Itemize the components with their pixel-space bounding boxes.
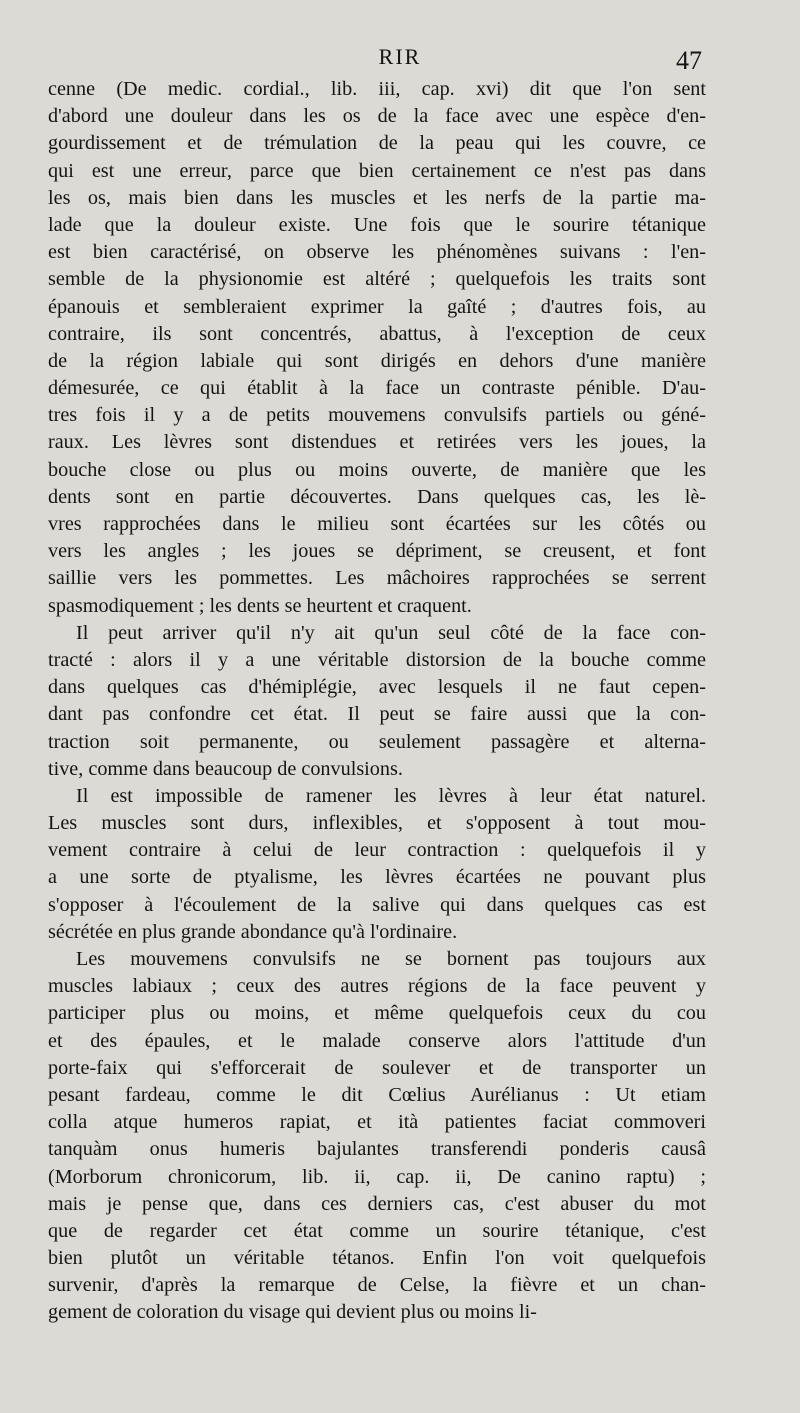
text-line: traction soit permanente, ou seulement passagère et alterna-	[48, 730, 706, 753]
text-line: gement de coloration du visage qui devient plus ou moins li-	[48, 1301, 537, 1324]
text-line: participer plus ou moins, et même quelquefois ceux du cou	[48, 1002, 706, 1025]
text-line: Il peut arriver qu'il n'y ait qu'un seul côté de la face con-	[76, 621, 706, 644]
text-line: bien plutôt un véritable tétanos. Enfin l'on voit quelquefois	[48, 1247, 706, 1270]
text-line: vres rapprochées dans le milieu sont écartées sur les côtés ou	[48, 513, 706, 535]
text-line: bouche close ou plus ou moins ouverte, de manière que les	[48, 458, 706, 481]
text-line: saillie vers les pommettes. Les mâchoires rapprochées se serrent	[48, 567, 706, 590]
text-line: lade que la douleur existe. Une fois que le sourire tétanique	[48, 213, 706, 236]
text-line: démesurée, ce qui établit à la face un contraste pénible. D'au-	[48, 377, 706, 400]
paragraph	[48, 783, 706, 946]
running-title: RIR	[378, 44, 422, 69]
text-line: Il est impossible de ramener les lèvres à leur état naturel.	[76, 784, 706, 807]
text-line: tracté : alors il y a une véritable distorsion de la bouche comme	[48, 648, 706, 671]
text-line: Les mouvemens convulsifs ne se bornent pas toujours aux	[76, 948, 706, 970]
text-line: et des épaules, et le malade conserve alors l'attitude d'un	[48, 1029, 706, 1052]
text-line: s'opposer à l'écoulement de la salive qui dans quelques cas est	[48, 893, 706, 916]
text-line: épanouis et sembleraient exprimer la gaîté ; d'autres fois, au	[48, 295, 706, 318]
text-line: tres fois il y a de petits mouvemens convulsifs partiels ou géné-	[48, 404, 706, 427]
text-line: survenir, d'après la remarque de Celse, la fièvre et un chan-	[48, 1274, 706, 1297]
text-line: dents sont en partie découvertes. Dans quelques cas, les lè-	[48, 485, 706, 508]
text-line: semble de la physionomie est altéré ; quelquefois les traits sont	[48, 268, 706, 291]
text-line: de la région labiale qui sont dirigés en dehors d'une manière	[48, 349, 706, 372]
text-line: sécrétée en plus grande abondance qu'à l'ordinaire.	[48, 920, 458, 943]
text-line: raux. Les lèvres sont distendues et retirées vers les joues, la	[48, 431, 706, 454]
text-line: spasmodiquement ; les dents se heurtent et craquent.	[48, 594, 472, 617]
page-number: 47	[676, 46, 702, 75]
text-line: contraire, ils sont concentrés, abattus, à l'exception de ceux	[48, 322, 706, 345]
text-line: tanquàm onus humeris bajulantes transferendi ponderis causâ	[48, 1138, 706, 1161]
text-line: Les muscles sont durs, inflexibles, et s'opposent à tout mou-	[48, 812, 706, 835]
text-line: les os, mais bien dans les muscles et les nerfs de la partie ma-	[48, 186, 706, 209]
paragraph	[48, 946, 706, 1327]
text-line: dant pas confondre cet état. Il peut se faire aussi que la con-	[48, 703, 706, 726]
text-line: pesant fardeau, comme le dit Cœlius Aurélianus : Ut etiam	[48, 1083, 706, 1106]
text-line: (Morborum chronicorum, lib. ii, cap. ii, De canino raptu) ;	[48, 1165, 706, 1188]
text-line: vers les angles ; les joues se dépriment, se creusent, et font	[48, 540, 706, 563]
text-line: colla atque humeros rapiat, et ità patientes faciat commoveri	[48, 1111, 706, 1134]
text-line: est bien caractérisé, on observe les phénomènes suivans : l'en-	[48, 241, 706, 264]
text-line: qui est une erreur, parce que bien certainement ce n'est pas dans	[48, 159, 706, 182]
body-text	[48, 76, 706, 1327]
text-line: d'abord une douleur dans les os de la face avec une espèce d'en-	[48, 105, 706, 128]
paragraph	[48, 620, 706, 783]
text-line: que de regarder cet état comme un sourire tétanique, c'est	[48, 1219, 706, 1242]
paragraph	[48, 76, 706, 620]
text-line: vement contraire à celui de leur contraction : quelquefois il y	[48, 839, 706, 862]
text-line: cenne (De medic. cordial., lib. iii, cap. xvi) dit que l'on sent	[48, 78, 706, 100]
text-line: gourdissement et de trémulation de la peau qui les couvre, ce	[48, 132, 706, 155]
text-line: a une sorte de ptyalisme, les lèvres écartées ne pouvant plus	[48, 866, 706, 889]
text-line: mais je pense que, dans ces derniers cas, c'est abuser du mot	[48, 1192, 706, 1215]
text-line: muscles labiaux ; ceux des autres régions de la face peuvent y	[48, 975, 706, 998]
text-line: porte-faix qui s'efforcerait de soulever et de transporter un	[48, 1056, 706, 1079]
text-line: dans quelques cas d'hémiplégie, avec lesquels il ne faut cepen-	[48, 676, 706, 699]
text-line: tive, comme dans beaucoup de convulsions.	[48, 757, 403, 780]
